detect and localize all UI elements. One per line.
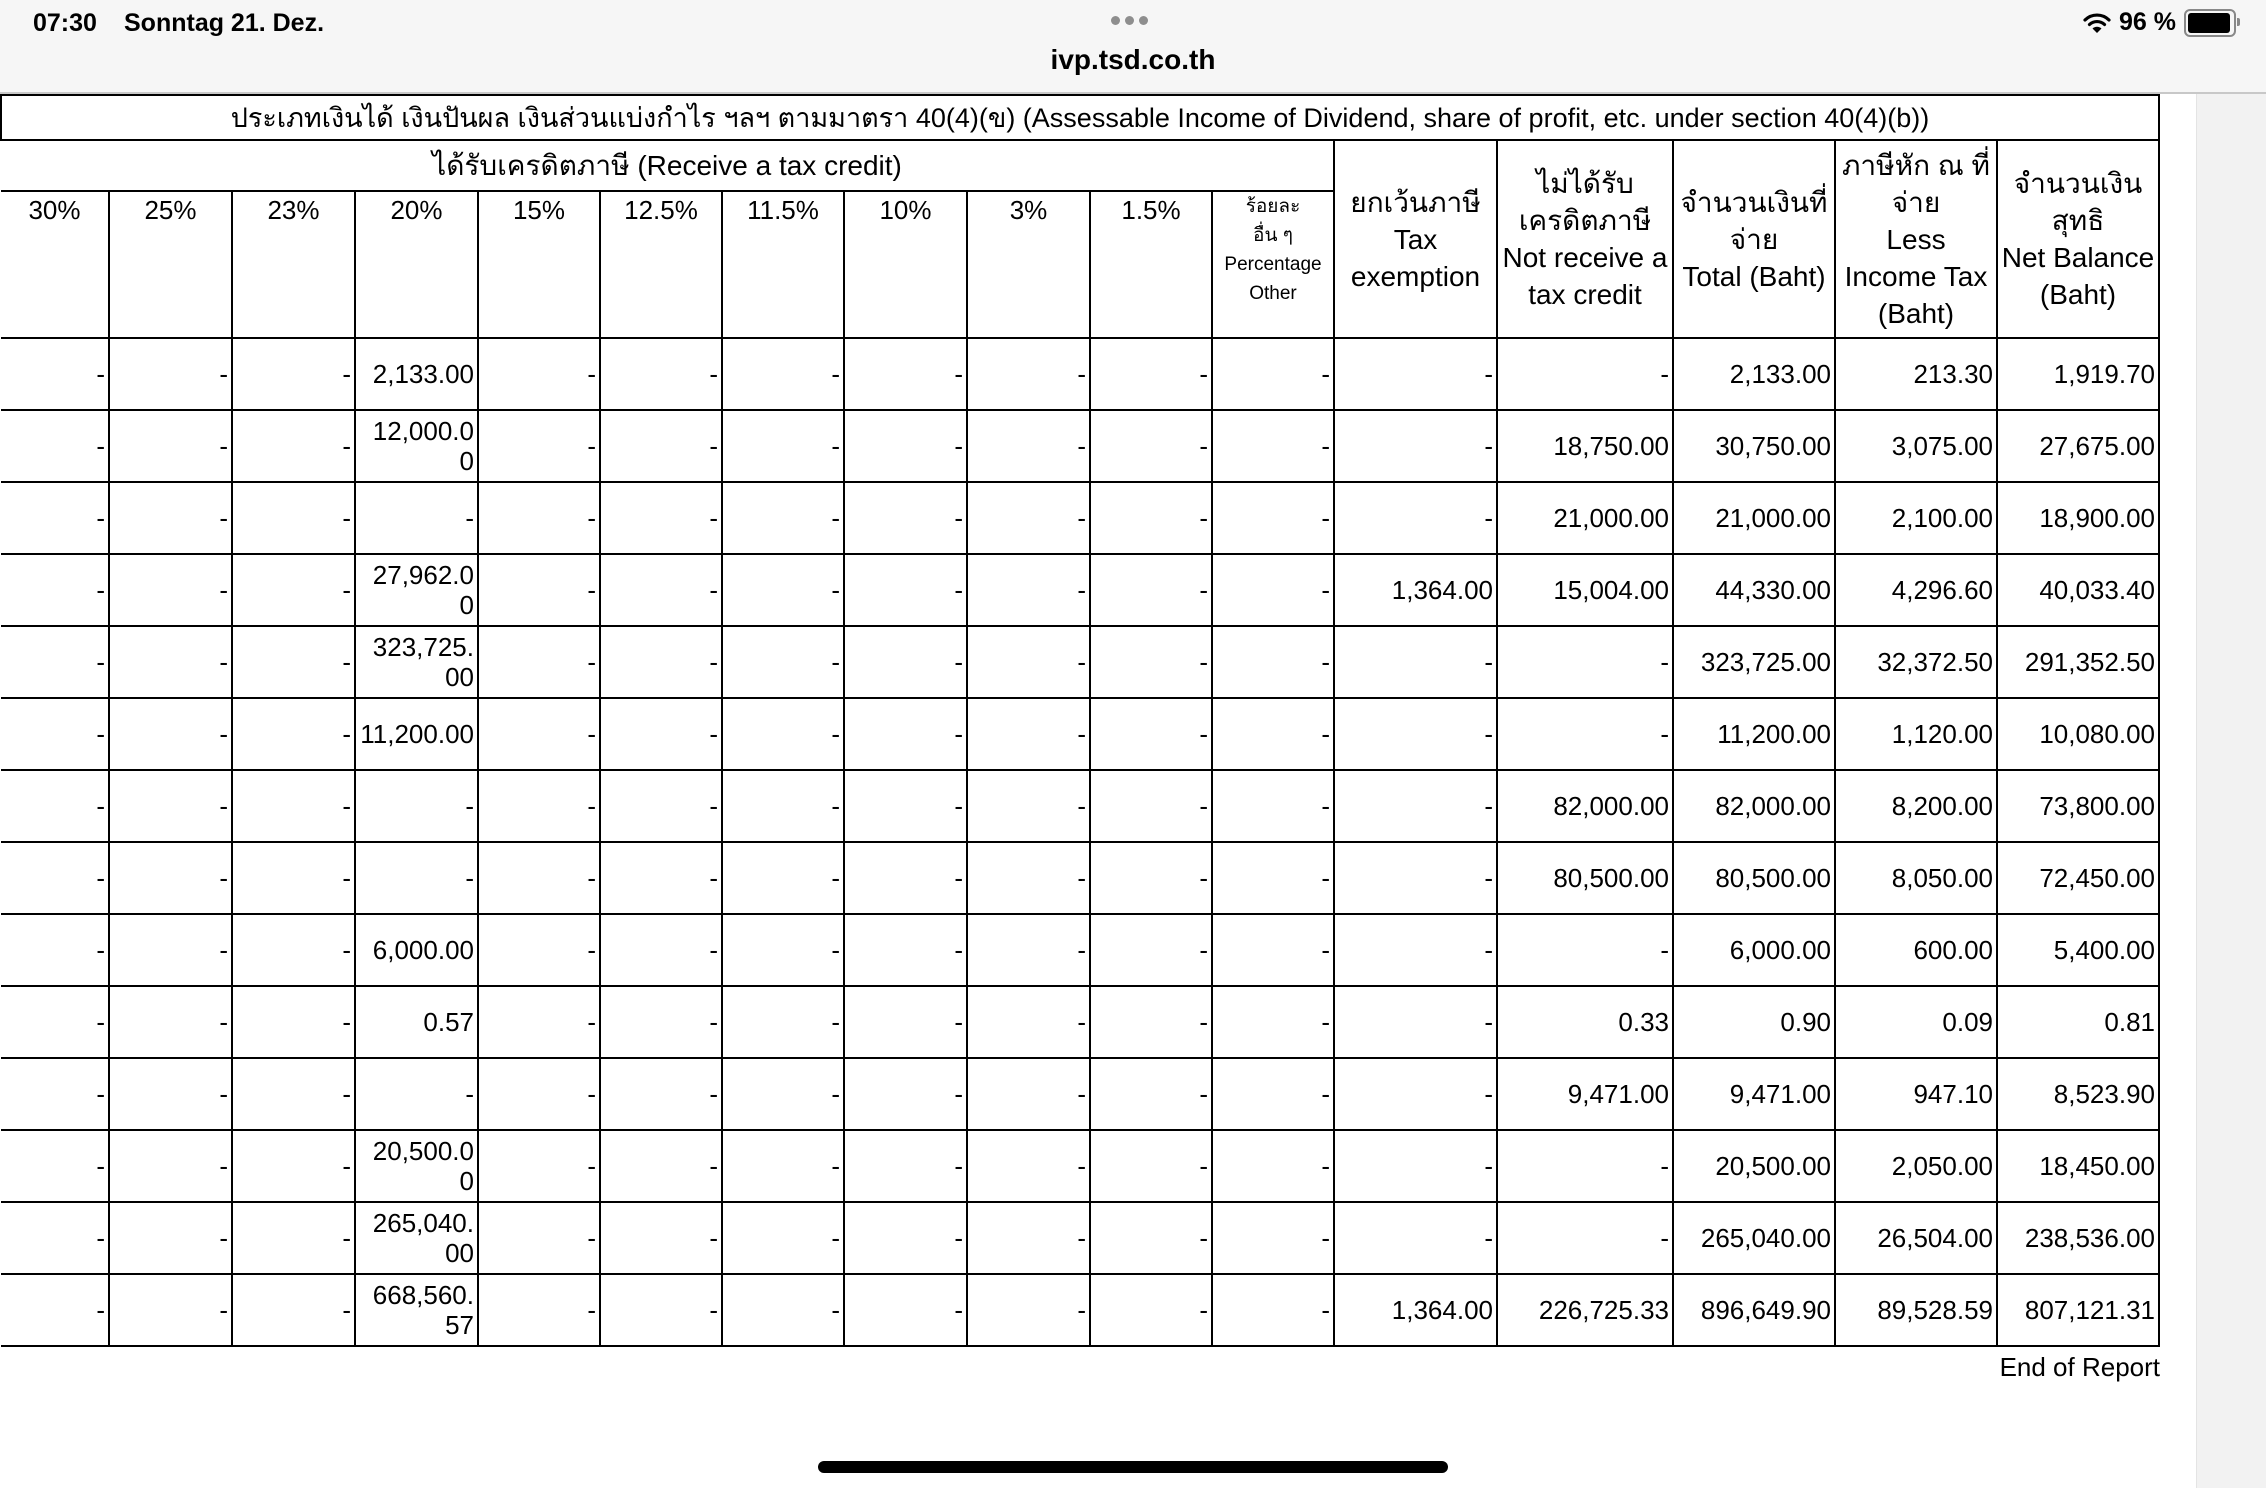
table-cell: - <box>109 842 232 914</box>
table-cell: 80,500.00 <box>1497 842 1673 914</box>
battery-icon <box>2184 9 2236 37</box>
table-row <box>1 986 2159 1058</box>
table-cell: - <box>109 986 232 1058</box>
table-cell: 2,100.00 <box>1835 482 1997 554</box>
table-cell: - <box>844 770 967 842</box>
table-cell: - <box>478 554 600 626</box>
table-cell: 82,000.00 <box>1497 770 1673 842</box>
table-cell: - <box>232 554 355 626</box>
table-cell: 6,000.00 <box>1673 914 1835 986</box>
table-cell: - <box>232 410 355 482</box>
table-cell: - <box>232 698 355 770</box>
table-cell: - <box>967 554 1090 626</box>
table-cell: - <box>1334 1058 1497 1130</box>
table-cell: 9,471.00 <box>1497 1058 1673 1130</box>
table-cell: - <box>1 338 109 410</box>
table-cell: 0.33 <box>1497 986 1673 1058</box>
header-rate: 10% <box>844 191 967 338</box>
table-cell: - <box>109 914 232 986</box>
status-date: Sonntag 21. Dez. <box>124 9 325 37</box>
table-cell: - <box>844 338 967 410</box>
table-cell: 26,504.00 <box>1835 1202 1997 1274</box>
table-cell: - <box>967 1274 1090 1346</box>
table-cell: - <box>600 698 722 770</box>
table-cell: 265,040.00 <box>1673 1202 1835 1274</box>
table-cell: 2,050.00 <box>1835 1130 1997 1202</box>
table-cell: - <box>1 914 109 986</box>
scroll-gutter <box>2196 94 2266 1488</box>
table-row <box>1 770 2159 842</box>
table-cell: 20,500.00 <box>355 1130 478 1202</box>
table-cell: 9,471.00 <box>1673 1058 1835 1130</box>
table-cell: 40,033.40 <box>1997 554 2159 626</box>
table-cell: - <box>1090 842 1212 914</box>
header-en: Net Balance (Baht) <box>2001 242 2155 310</box>
table-cell: - <box>1334 698 1497 770</box>
table-cell: - <box>1 626 109 698</box>
table-cell: 6,000.00 <box>355 914 478 986</box>
table-cell: - <box>232 986 355 1058</box>
table-cell: - <box>600 1274 722 1346</box>
table-cell: - <box>1090 986 1212 1058</box>
header-en: Total (Baht) <box>1682 260 1826 292</box>
table-cell: - <box>1090 626 1212 698</box>
table-cell: - <box>1 986 109 1058</box>
report-container <box>0 94 2160 1347</box>
table-cell: - <box>1212 986 1334 1058</box>
table-cell: - <box>478 842 600 914</box>
table-cell: - <box>967 1202 1090 1274</box>
table-cell: - <box>109 338 232 410</box>
header-thai: ร้อยละ <box>1245 196 1301 217</box>
table-cell: - <box>722 482 844 554</box>
table-cell: - <box>478 698 600 770</box>
table-cell: - <box>844 554 967 626</box>
table-cell: - <box>1 1202 109 1274</box>
table-cell: - <box>1497 698 1673 770</box>
header-thai: อื่น ๆ <box>1253 225 1293 246</box>
table-cell: - <box>1212 1274 1334 1346</box>
table-row <box>1 338 2159 410</box>
table-cell: - <box>1212 410 1334 482</box>
table-cell: - <box>109 1130 232 1202</box>
table-cell: - <box>478 626 600 698</box>
header-rate: 20% <box>355 191 478 338</box>
battery-percent: 96 % <box>2119 8 2176 36</box>
table-cell: - <box>600 410 722 482</box>
header-tax-exemption <box>1334 140 1497 338</box>
table-cell: - <box>844 1058 967 1130</box>
table-cell: - <box>1334 986 1497 1058</box>
table-cell: 20,500.00 <box>1673 1130 1835 1202</box>
table-cell: - <box>1 1274 109 1346</box>
table-row <box>1 482 2159 554</box>
table-cell: 947.10 <box>1835 1058 1997 1130</box>
table-row <box>1 410 2159 482</box>
table-cell: - <box>109 770 232 842</box>
table-cell: - <box>478 338 600 410</box>
table-cell: 291,352.50 <box>1997 626 2159 698</box>
table-cell: - <box>478 914 600 986</box>
more-dots-icon[interactable] <box>1111 16 1148 25</box>
table-cell: - <box>600 626 722 698</box>
table-cell: - <box>1212 626 1334 698</box>
table-cell: - <box>1090 554 1212 626</box>
table-cell: - <box>1334 842 1497 914</box>
header-en: Less Income Tax (Baht) <box>1844 223 1988 329</box>
table-cell: - <box>722 698 844 770</box>
table-cell: - <box>109 482 232 554</box>
status-time: 07:30 <box>33 9 97 37</box>
header-rate: 1.5% <box>1090 191 1212 338</box>
table-cell: - <box>1497 1202 1673 1274</box>
table-cell: - <box>355 842 478 914</box>
table-cell: - <box>1 482 109 554</box>
table-cell: 30,750.00 <box>1673 410 1835 482</box>
end-of-report-label: End of Report <box>1999 1352 2160 1382</box>
table-cell: - <box>844 626 967 698</box>
table-cell: - <box>1497 338 1673 410</box>
table-cell: 323,725.00 <box>1673 626 1835 698</box>
table-cell: 4,296.60 <box>1835 554 1997 626</box>
table-row <box>1 1202 2159 1274</box>
table-cell: - <box>355 1058 478 1130</box>
table-cell: - <box>478 986 600 1058</box>
table-cell: 73,800.00 <box>1997 770 2159 842</box>
table-cell: - <box>232 1130 355 1202</box>
table-cell: - <box>844 698 967 770</box>
table-cell: - <box>1334 1130 1497 1202</box>
table-cell: 896,649.90 <box>1673 1274 1835 1346</box>
table-cell: - <box>1 1058 109 1130</box>
table-cell: 80,500.00 <box>1673 842 1835 914</box>
header-rate: 23% <box>232 191 355 338</box>
table-cell: 323,725.00 <box>355 626 478 698</box>
table-cell: - <box>1090 410 1212 482</box>
table-cell: 27,962.00 <box>355 554 478 626</box>
table-cell: 82,000.00 <box>1673 770 1835 842</box>
table-cell: - <box>967 698 1090 770</box>
header-rate: 30% <box>1 191 109 338</box>
table-cell: - <box>232 914 355 986</box>
table-cell: - <box>232 770 355 842</box>
table-cell: - <box>355 770 478 842</box>
header-other-rate <box>1212 191 1334 338</box>
table-cell: - <box>1090 914 1212 986</box>
table-cell: - <box>967 986 1090 1058</box>
table-cell: - <box>600 482 722 554</box>
table-cell: 89,528.59 <box>1835 1274 1997 1346</box>
table-cell: 3,075.00 <box>1835 410 1997 482</box>
table-row <box>1 1274 2159 1346</box>
table-cell: - <box>1212 1058 1334 1130</box>
table-cell: - <box>1 554 109 626</box>
table-row <box>1 554 2159 626</box>
table-cell: - <box>844 914 967 986</box>
table-cell: 0.81 <box>1997 986 2159 1058</box>
table-cell: - <box>109 1202 232 1274</box>
table-cell: - <box>722 770 844 842</box>
table-cell: - <box>1090 770 1212 842</box>
table-cell: - <box>1 842 109 914</box>
table-cell: - <box>967 410 1090 482</box>
table-row <box>1 626 2159 698</box>
table-cell: - <box>355 482 478 554</box>
table-cell: 1,364.00 <box>1334 1274 1497 1346</box>
header-income-tax <box>1835 140 1997 338</box>
table-cell: - <box>1212 914 1334 986</box>
table-cell: 10,080.00 <box>1997 698 2159 770</box>
table-cell: 265,040.00 <box>355 1202 478 1274</box>
table-cell: - <box>232 1274 355 1346</box>
table-cell: 1,364.00 <box>1334 554 1497 626</box>
table-cell: - <box>722 1274 844 1346</box>
table-cell: 1,919.70 <box>1997 338 2159 410</box>
table-cell: 238,536.00 <box>1997 1202 2159 1274</box>
table-cell: - <box>1 770 109 842</box>
table-cell: 807,121.31 <box>1997 1274 2159 1346</box>
table-cell: - <box>1212 338 1334 410</box>
table-cell: 11,200.00 <box>1673 698 1835 770</box>
table-cell: - <box>1497 914 1673 986</box>
table-cell: 18,450.00 <box>1997 1130 2159 1202</box>
table-cell: - <box>844 842 967 914</box>
table-cell: - <box>1334 338 1497 410</box>
table-cell: 12,000.00 <box>355 410 478 482</box>
home-indicator[interactable] <box>818 1461 1448 1473</box>
tax-credit-group-header: ได้รับเครดิตภาษี (Receive a tax credit) <box>1 140 1334 191</box>
table-cell: - <box>722 1130 844 1202</box>
table-cell: - <box>232 1058 355 1130</box>
table-cell: - <box>722 1202 844 1274</box>
table-cell: 1,120.00 <box>1835 698 1997 770</box>
table-cell: - <box>1 410 109 482</box>
table-cell: - <box>232 1202 355 1274</box>
table-cell: - <box>600 1130 722 1202</box>
table-cell: - <box>478 1130 600 1202</box>
table-cell: - <box>967 1058 1090 1130</box>
table-cell: - <box>1497 1130 1673 1202</box>
header-total <box>1673 140 1835 338</box>
table-cell: - <box>600 554 722 626</box>
dividend-report-table <box>0 94 2160 1347</box>
table-cell: 213.30 <box>1835 338 1997 410</box>
table-cell: - <box>1334 482 1497 554</box>
table-cell: - <box>1334 410 1497 482</box>
table-cell: - <box>722 554 844 626</box>
table-cell: - <box>967 1130 1090 1202</box>
table-cell: 15,004.00 <box>1497 554 1673 626</box>
table-cell: 27,675.00 <box>1997 410 2159 482</box>
table-cell: - <box>844 410 967 482</box>
table-cell: - <box>722 626 844 698</box>
table-row <box>1 842 2159 914</box>
table-cell: - <box>1334 914 1497 986</box>
table-cell: - <box>1212 770 1334 842</box>
table-cell: 226,725.33 <box>1497 1274 1673 1346</box>
table-cell: - <box>109 1058 232 1130</box>
table-cell: - <box>967 338 1090 410</box>
header-en: Not receive a tax credit <box>1502 242 1668 310</box>
table-cell: - <box>109 626 232 698</box>
table-cell: - <box>722 842 844 914</box>
report-title: ประเภทเงินได้ เงินปันผล เงินส่วนแบ่งกำไร ฯลฯ ตามมาตรา 40(4)(ข) (Assessable Income of Dividend, share of profit, etc. under section 40(4)(b)) <box>1 95 2159 140</box>
table-cell: - <box>478 770 600 842</box>
header-rate: 11.5% <box>722 191 844 338</box>
table-cell: - <box>109 410 232 482</box>
header-thai: จำนวนเงินที่จ่าย <box>1680 186 1828 255</box>
table-row <box>1 1058 2159 1130</box>
table-row <box>1 914 2159 986</box>
table-cell: 5,400.00 <box>1997 914 2159 986</box>
table-cell: 8,050.00 <box>1835 842 1997 914</box>
table-cell: - <box>600 1202 722 1274</box>
header-thai: ยกเว้นภาษี <box>1350 186 1481 218</box>
table-cell: - <box>478 1274 600 1346</box>
table-cell: - <box>478 482 600 554</box>
table-cell: - <box>232 842 355 914</box>
table-cell: - <box>1334 770 1497 842</box>
table-cell: - <box>967 482 1090 554</box>
table-cell: - <box>722 410 844 482</box>
status-bar <box>0 0 2266 94</box>
header-not-receive-credit <box>1497 140 1673 338</box>
table-cell: - <box>722 914 844 986</box>
table-cell: 0.57 <box>355 986 478 1058</box>
table-cell: - <box>1212 842 1334 914</box>
table-cell: - <box>1212 1202 1334 1274</box>
table-cell: - <box>967 842 1090 914</box>
table-cell: - <box>1090 1130 1212 1202</box>
table-cell: - <box>478 1058 600 1130</box>
table-cell: - <box>967 914 1090 986</box>
table-cell: 668,560.57 <box>355 1274 478 1346</box>
table-cell: - <box>1334 1202 1497 1274</box>
table-cell: - <box>722 338 844 410</box>
table-cell: - <box>1334 626 1497 698</box>
address-bar-url[interactable]: ivp.tsd.co.th <box>1050 44 1216 75</box>
header-rate: 12.5% <box>600 191 722 338</box>
header-en: Other <box>1249 283 1297 304</box>
table-cell: - <box>478 1202 600 1274</box>
table-cell: - <box>1212 482 1334 554</box>
table-cell: - <box>600 1058 722 1130</box>
table-cell: - <box>109 698 232 770</box>
table-cell: - <box>1090 338 1212 410</box>
table-cell: - <box>232 626 355 698</box>
table-cell: - <box>844 1274 967 1346</box>
table-cell: 8,200.00 <box>1835 770 1997 842</box>
header-thai: จำนวนเงินสุทธิ <box>2013 168 2143 236</box>
table-cell: 11,200.00 <box>355 698 478 770</box>
table-cell: 0.09 <box>1835 986 1997 1058</box>
table-cell: - <box>1 1130 109 1202</box>
table-row <box>1 1130 2159 1202</box>
table-cell: - <box>722 1058 844 1130</box>
table-cell: - <box>844 1202 967 1274</box>
table-cell: 72,450.00 <box>1997 842 2159 914</box>
table-cell: - <box>1090 698 1212 770</box>
table-cell: - <box>1090 1274 1212 1346</box>
table-row <box>1 698 2159 770</box>
table-cell: - <box>1212 698 1334 770</box>
table-cell: - <box>1497 626 1673 698</box>
wifi-icon <box>2083 12 2111 34</box>
table-cell: 18,750.00 <box>1497 410 1673 482</box>
header-en: Tax exemption <box>1350 223 1481 292</box>
table-cell: - <box>478 410 600 482</box>
table-cell: - <box>967 770 1090 842</box>
table-cell: - <box>600 986 722 1058</box>
table-cell: - <box>844 986 967 1058</box>
table-cell: - <box>967 626 1090 698</box>
table-cell: 32,372.50 <box>1835 626 1997 698</box>
table-cell: - <box>109 554 232 626</box>
table-cell: - <box>722 986 844 1058</box>
table-cell: - <box>232 338 355 410</box>
table-cell: 8,523.90 <box>1997 1058 2159 1130</box>
table-cell: 21,000.00 <box>1497 482 1673 554</box>
table-cell: - <box>1090 1058 1212 1130</box>
table-cell: - <box>600 842 722 914</box>
header-rate: 25% <box>109 191 232 338</box>
status-indicators <box>2083 8 2236 37</box>
table-cell: - <box>232 482 355 554</box>
table-cell: - <box>1090 1202 1212 1274</box>
table-cell: - <box>844 482 967 554</box>
table-cell: 44,330.00 <box>1673 554 1835 626</box>
header-thai: ไม่ได้รับเครดิตภาษี <box>1518 168 1652 236</box>
table-cell: - <box>1212 554 1334 626</box>
table-cell: 600.00 <box>1835 914 1997 986</box>
table-cell: - <box>600 914 722 986</box>
table-cell: 0.90 <box>1673 986 1835 1058</box>
header-thai: ภาษีหัก ณ ที่จ่าย <box>1841 149 1991 218</box>
table-cell: - <box>109 1274 232 1346</box>
table-cell: 2,133.00 <box>1673 338 1835 410</box>
header-net-balance <box>1997 140 2159 338</box>
table-cell: 2,133.00 <box>355 338 478 410</box>
header-rate: 3% <box>967 191 1090 338</box>
table-cell: - <box>844 1130 967 1202</box>
table-cell: - <box>600 770 722 842</box>
table-cell: - <box>1 698 109 770</box>
table-cell: - <box>600 338 722 410</box>
table-cell: - <box>1212 1130 1334 1202</box>
table-cell: - <box>1090 482 1212 554</box>
header-en: Percentage <box>1224 254 1322 275</box>
table-cell: 21,000.00 <box>1673 482 1835 554</box>
header-rate: 15% <box>478 191 600 338</box>
table-cell: 18,900.00 <box>1997 482 2159 554</box>
